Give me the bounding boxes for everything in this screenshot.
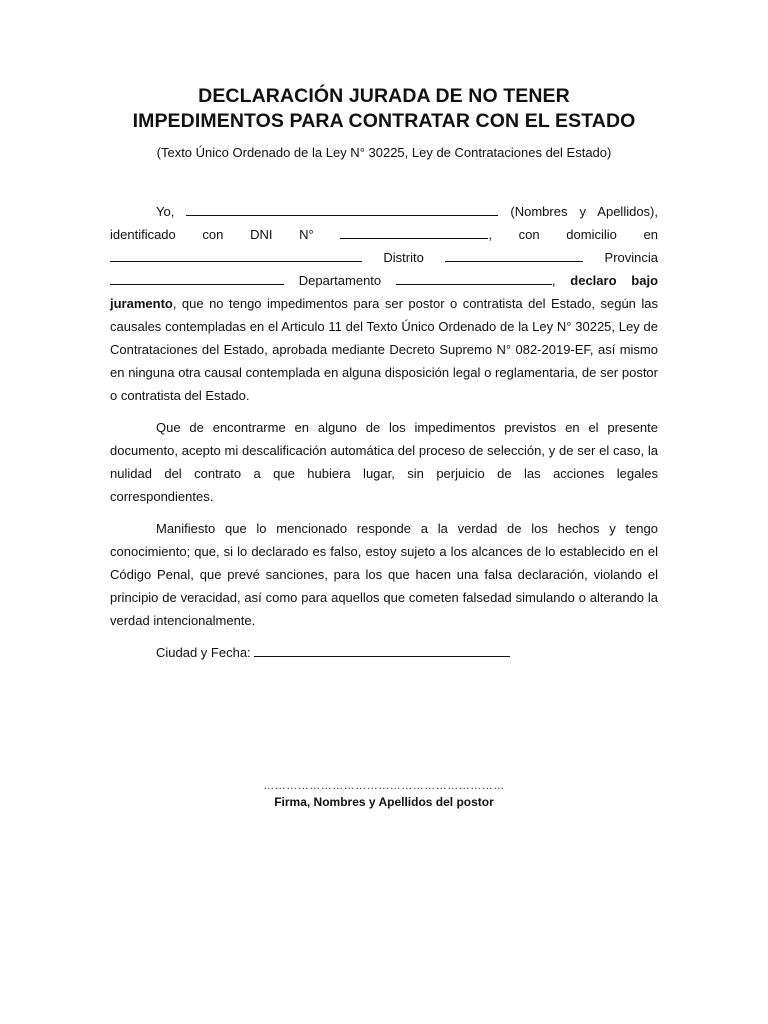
text-declaro-bajo-juramento: declaro bajo juramento — [110, 273, 659, 311]
ciudad-fecha-label: Ciudad y Fecha: — [156, 645, 255, 660]
signature-block — [0, 780, 768, 810]
text-comma: , — [551, 273, 571, 288]
fill-domicilio[interactable] — [110, 249, 362, 262]
text-domicilio: , con domicilio en — [488, 227, 658, 242]
paragraph-descalificacion: Que de encontrarme en alguno de los impedimentos previstos en el presente documento, acepto mi descalificación automática del proceso de selección, y de ser el caso, la nulidad del contrato a que hubiera lugar, sin perjuicio de las acciones legales correspondientes. — [110, 420, 658, 504]
text-provincia: Provincia — [583, 250, 658, 265]
text-declaration-rest: , que no tengo impedimentos para ser postor o contratista del Estado, según las causales contempladas en el Articulo 11 del Texto Único Ordenado de la Ley N° 30225, Ley de Contrataciones del Estado, aprobada mediante Decreto Supremo N° 082-2019-EF, así mismo en ninguna otra causal contemplada en alguna disposición legal o reglamentaria, de ser postor o contratista del Estado. — [110, 296, 658, 403]
fill-nombres-apellidos[interactable] — [186, 203, 498, 216]
document-subtitle: (Texto Único Ordenado de la Ley N° 30225, Ley de Contrataciones del Estado) — [156, 145, 612, 160]
document-title — [110, 84, 658, 134]
ciudad-fecha-line — [110, 641, 658, 664]
fill-provincia[interactable] — [110, 272, 284, 285]
title-line-1: DECLARACIÓN JURADA DE NO TENER — [198, 85, 570, 107]
text-yo: Yo, — [156, 204, 187, 219]
fill-departamento[interactable] — [396, 272, 552, 285]
fill-dni[interactable] — [340, 226, 488, 239]
fill-distrito[interactable] — [445, 249, 583, 262]
paragraph-manifiesto: Manifiesto que lo mencionado responde a la verdad de los hechos y tengo conocimiento; que, si lo declarado es falso, estoy sujeto a los alcances de lo establecido en el Código Penal, que prevé sanciones, para los que hacen una falsa declaración, violando el principio de veracidad, así como para aquellos que cometen falsedad simulando o alterando la verdad intencionalmente. — [110, 521, 658, 628]
text-departamento: Departamento — [284, 273, 396, 288]
title-line-2: IMPEDIMENTOS PARA CONTRATAR CON EL ESTADO — [132, 110, 636, 132]
fill-ciudad-fecha[interactable] — [254, 644, 510, 657]
text-nombres-dni: (Nombres y Apellidos), identificado con DNI N° — [110, 204, 658, 242]
document-body — [110, 200, 658, 632]
paragraph-declaration — [110, 200, 658, 407]
signature-line[interactable]: ……………………………………………………… — [263, 780, 505, 792]
text-distrito: Distrito — [362, 250, 446, 265]
signature-label: Firma, Nombres y Apellidos del postor — [274, 795, 494, 809]
